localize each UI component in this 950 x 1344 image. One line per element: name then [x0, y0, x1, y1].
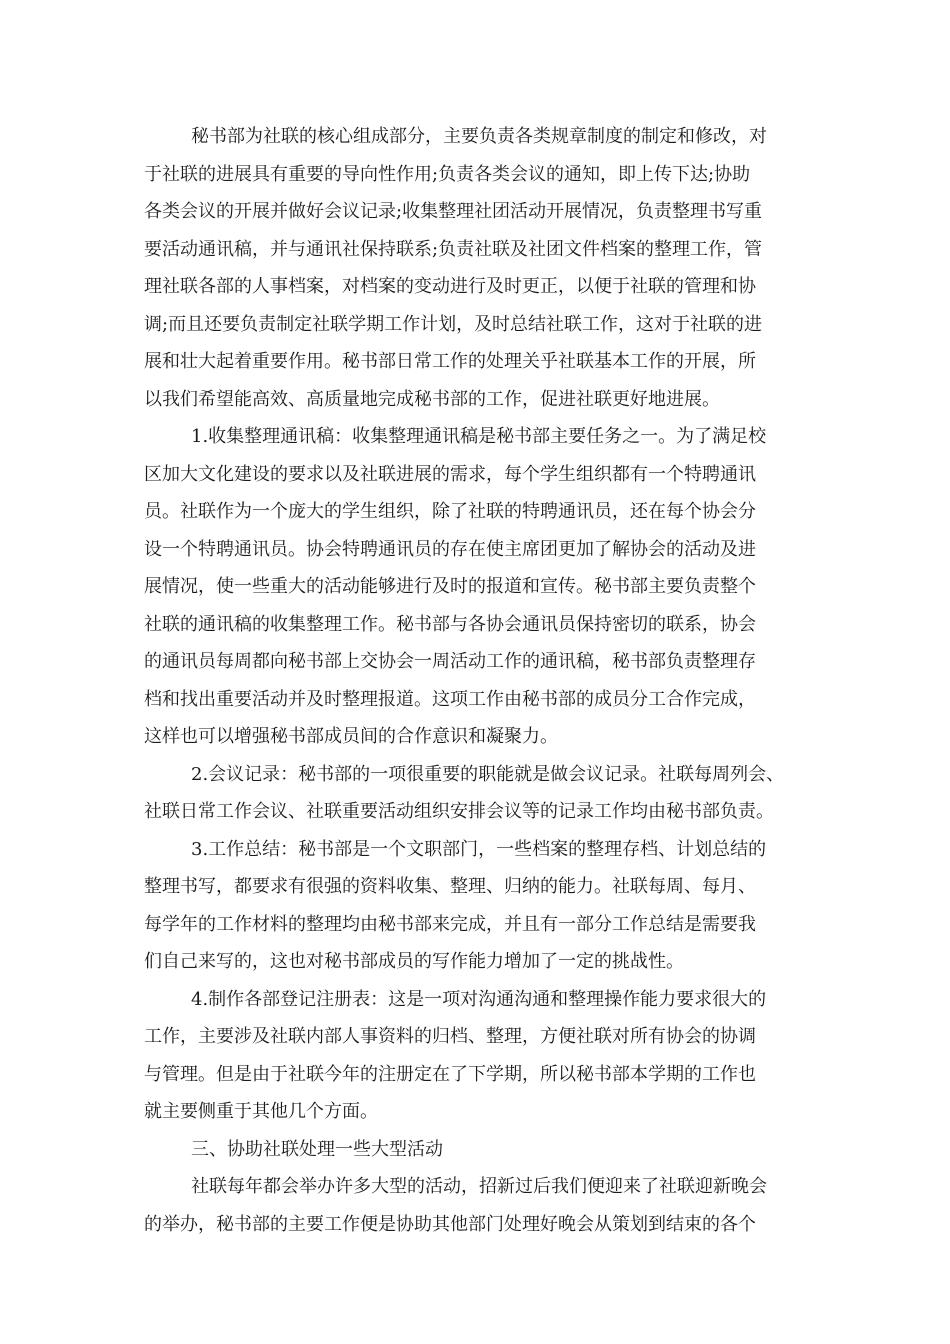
text-line: 展情况，使一些重大的活动能够进行及时的报道和宣传。秘书部主要负责整个	[144, 576, 756, 597]
text-line: 要活动通讯稿，并与通讯社保持联系;负责社联及社团文件档案的整理工作，管	[144, 238, 763, 260]
text-line: 3.工作总结：秘书部是一个文职部门，一些档案的整理存档、计划总结的	[191, 838, 767, 860]
text-line: 调;而且还要负责制定社联学期工作计划，及时总结社联工作，这对于社联的进	[144, 313, 763, 335]
text-line: 工作，主要涉及社联内部人事资料的归档、整理，方便社联对所有协会的协调	[144, 1026, 756, 1047]
text-line: 社联每年都会举办许多大型的活动，招新过后我们便迎来了社联迎新晚会	[191, 1176, 767, 1197]
text-line: 以我们希望能高效、高质量地完成秘书部的工作，促进社联更好地进展。	[144, 388, 720, 410]
text-line: 展和壮大起着重要作用。秘书部日常工作的处理关乎社联基本工作的开展，所	[144, 351, 756, 372]
text-line: 区加大文化建设的要求以及社联进展的需求，每个学生组织都有一个特聘通讯	[144, 463, 756, 485]
text-line: 社联的通讯稿的收集整理工作。秘书部与各协会通讯员保持密切的联系，协会	[144, 613, 756, 635]
text-line: 2.会议记录：秘书部的一项很重要的职能就是做会议记录。社联每周列会、	[191, 763, 785, 785]
text-line: 就主要侧重于其他几个方面。	[144, 1101, 378, 1122]
text-line: 每学年的工作材料的整理均由秘书部来完成，并且有一部分工作总结是需要我	[144, 913, 756, 935]
text-line: 的通讯员每周都向秘书部上交协会一周活动工作的通讯稿，秘书部负责整理存	[144, 651, 756, 672]
text-line: 的举办，秘书部的主要工作便是协助其他部门处理好晚会从策划到结束的各个	[144, 1213, 756, 1235]
text-line: 社联日常工作会议、社联重要活动组织安排会议等的记录工作均由秘书部负责。	[144, 801, 774, 822]
text-line: 员。社联作为一个庞大的学生组织，除了社联的特聘通讯员，还在每个协会分	[144, 501, 756, 522]
text-line: 档和找出重要活动并及时整理报道。这项工作由秘书部的成员分工合作完成，	[144, 688, 756, 710]
text-line: 们自己来写的，这也对秘书部成员的写作能力增加了一定的挑战性。	[144, 951, 684, 972]
text-line: 设一个特聘通讯员。协会特聘通讯员的存在使主席团更加了解协会的活动及进	[144, 538, 756, 560]
text-line: 与管理。但是由于社联今年的注册定在了下学期，所以秘书部本学期的工作也	[144, 1063, 756, 1085]
document-body	[144, 118, 814, 1243]
text-line: 于社联的进展具有重要的导向性作用;负责各类会议的通知，即上传下达;协助	[144, 163, 751, 185]
text-line: 理社联各部的人事档案，对档案的变动进行及时更正，以便于社联的管理和协	[144, 276, 756, 297]
text-line: 秘书部为社联的核心组成部分，主要负责各类规章制度的制定和修改，对	[191, 126, 767, 147]
text-line: 4.制作各部登记注册表：这是一项对沟通沟通和整理操作能力要求很大的	[191, 988, 767, 1010]
text-line: 三、协助社联处理一些大型活动	[191, 1138, 443, 1160]
text-line: 整理书写，都要求有很强的资料收集、整理、归纳的能力。社联每周、每月、	[144, 876, 756, 897]
text-line: 各类会议的开展并做好会议记录;收集整理社团活动开展情况，负责整理书写重	[144, 201, 763, 222]
text-line: 这样也可以增强秘书部成员间的合作意识和凝聚力。	[144, 726, 558, 747]
text-line: 1.收集整理通讯稿：收集整理通讯稿是秘书部主要任务之一。为了满足校	[191, 426, 767, 447]
